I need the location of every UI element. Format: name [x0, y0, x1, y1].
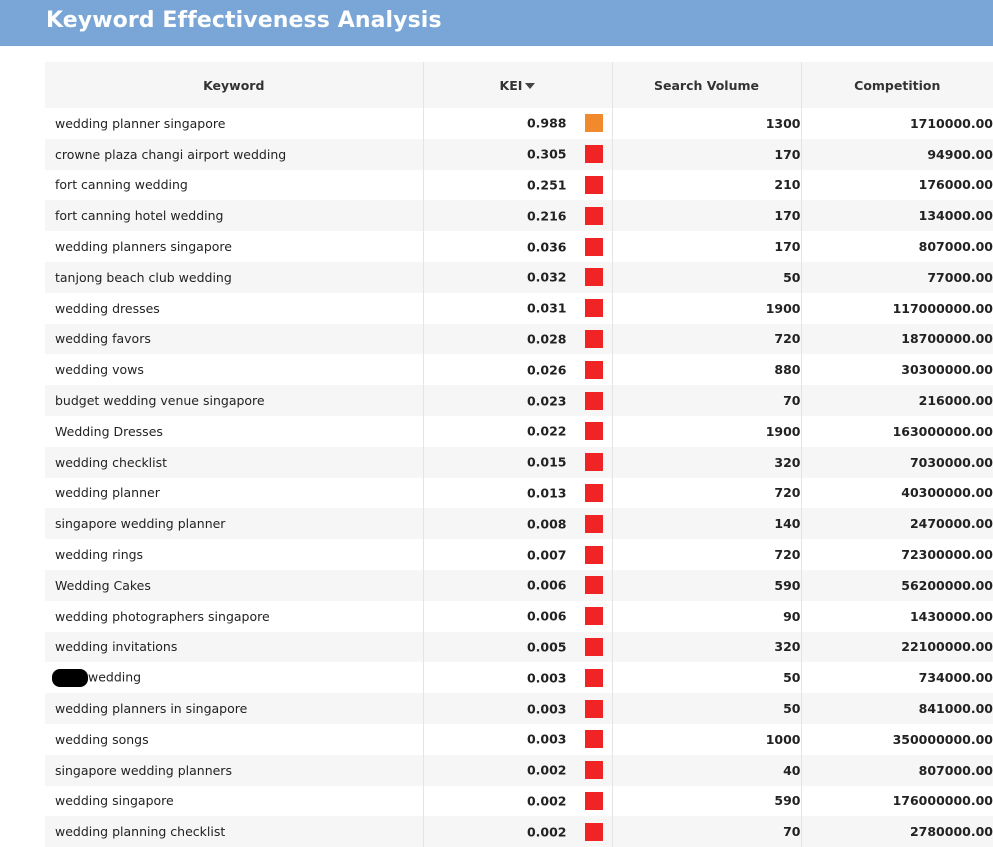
search-volume-cell: 1000 — [612, 724, 801, 755]
competition-cell: 163000000.00 — [801, 416, 993, 447]
keyword-text: wedding singapore — [55, 793, 174, 809]
kei-value: 0.023 — [526, 393, 567, 409]
column-header-search-volume[interactable] — [612, 62, 801, 108]
kei-indicator — [585, 484, 603, 502]
competition-cell: 176000000.00 — [801, 786, 993, 817]
search-volume-cell: 90 — [612, 601, 801, 632]
kei-cell — [423, 354, 612, 385]
table-row[interactable] — [45, 354, 993, 385]
column-header-label: Competition — [854, 77, 941, 93]
keyword-cell — [45, 478, 423, 509]
search-volume-cell: 1900 — [612, 293, 801, 324]
kei-value: 0.003 — [526, 701, 567, 717]
kei-indicator — [585, 607, 603, 625]
keyword-text: singapore wedding planners — [55, 762, 232, 778]
keyword-cell — [45, 385, 423, 416]
kei-value: 0.032 — [526, 269, 567, 285]
kei-indicator — [585, 114, 603, 132]
competition-cell: 18700000.00 — [801, 324, 993, 355]
kei-value: 0.002 — [526, 824, 567, 840]
kei-cell — [423, 786, 612, 817]
keyword-cell — [45, 632, 423, 663]
title-bar — [0, 0, 993, 46]
competition-cell: 2780000.00 — [801, 816, 993, 847]
kei-value: 0.007 — [526, 547, 567, 563]
kei-cell — [423, 108, 612, 139]
table-row[interactable] — [45, 262, 993, 293]
competition-cell: 134000.00 — [801, 200, 993, 231]
kei-value: 0.002 — [526, 793, 567, 809]
keyword-text: wedding planner — [55, 485, 160, 501]
keyword-text: Wedding Cakes — [55, 577, 151, 593]
search-volume-cell: 50 — [612, 662, 801, 693]
search-volume-cell: 170 — [612, 139, 801, 170]
competition-cell: 216000.00 — [801, 385, 993, 416]
search-volume-cell: 70 — [612, 816, 801, 847]
kei-cell — [423, 508, 612, 539]
kei-value: 0.008 — [526, 516, 567, 532]
competition-cell: 1710000.00 — [801, 108, 993, 139]
kei-indicator — [585, 792, 603, 810]
kei-value: 0.305 — [526, 146, 567, 162]
keyword-text: Wedding Dresses — [55, 423, 163, 439]
kei-value: 0.015 — [526, 454, 567, 470]
kei-cell — [423, 200, 612, 231]
kei-value: 0.006 — [526, 608, 567, 624]
kei-cell — [423, 447, 612, 478]
kei-indicator — [585, 730, 603, 748]
kei-indicator — [585, 515, 603, 533]
kei-value: 0.022 — [526, 423, 567, 439]
kei-indicator — [585, 453, 603, 471]
kei-indicator — [585, 392, 603, 410]
kei-indicator — [585, 546, 603, 564]
keyword-text: wedding dresses — [55, 300, 160, 316]
kei-indicator — [585, 700, 603, 718]
kei-value: 0.028 — [526, 331, 567, 347]
keyword-text: tanjong beach club wedding — [55, 269, 232, 285]
table-header-row — [45, 62, 993, 108]
kei-value: 0.036 — [526, 239, 567, 255]
kei-indicator — [585, 761, 603, 779]
table-row[interactable] — [45, 508, 993, 539]
keyword-cell — [45, 170, 423, 201]
kei-indicator — [585, 823, 603, 841]
kei-cell — [423, 693, 612, 724]
kei-cell — [423, 170, 612, 201]
kei-cell — [423, 385, 612, 416]
table-row[interactable] — [45, 200, 993, 231]
kei-value: 0.026 — [526, 362, 567, 378]
keyword-text: wedding rings — [55, 547, 144, 563]
keyword-cell — [45, 816, 423, 847]
competition-cell: 117000000.00 — [801, 293, 993, 324]
kei-cell — [423, 478, 612, 509]
column-header-competition[interactable] — [801, 62, 993, 108]
table-row[interactable] — [45, 416, 993, 447]
keyword-cell — [45, 693, 423, 724]
competition-cell: 94900.00 — [801, 139, 993, 170]
competition-cell: 1430000.00 — [801, 601, 993, 632]
table-row[interactable] — [45, 786, 993, 817]
redaction-mark — [52, 669, 88, 687]
competition-cell: 22100000.00 — [801, 632, 993, 663]
kei-indicator — [585, 268, 603, 286]
table-row[interactable] — [45, 755, 993, 786]
competition-cell: 30300000.00 — [801, 354, 993, 385]
keyword-text: wedding planner singapore — [55, 115, 226, 131]
competition-cell: 734000.00 — [801, 662, 993, 693]
keyword-cell — [45, 508, 423, 539]
search-volume-cell: 1900 — [612, 416, 801, 447]
keyword-cell — [45, 786, 423, 817]
search-volume-cell: 140 — [612, 508, 801, 539]
keyword-cell — [45, 724, 423, 755]
table-row[interactable] — [45, 139, 993, 170]
search-volume-cell: 320 — [612, 632, 801, 663]
keyword-table — [45, 62, 993, 847]
kei-cell — [423, 139, 612, 170]
keyword-cell — [45, 108, 423, 139]
table-row[interactable] — [45, 478, 993, 509]
kei-indicator — [585, 361, 603, 379]
kei-cell — [423, 293, 612, 324]
competition-cell: 7030000.00 — [801, 447, 993, 478]
search-volume-cell: 720 — [612, 478, 801, 509]
kei-value: 0.003 — [526, 731, 567, 747]
table-row[interactable] — [45, 108, 993, 139]
kei-cell — [423, 324, 612, 355]
keyword-text: singapore wedding planner — [55, 516, 226, 532]
keyword-cell — [45, 570, 423, 601]
kei-value: 0.988 — [526, 115, 567, 131]
kei-cell — [423, 231, 612, 262]
kei-indicator — [585, 207, 603, 225]
kei-value: 0.031 — [526, 300, 567, 316]
kei-cell — [423, 601, 612, 632]
table-row[interactable] — [45, 693, 993, 724]
kei-indicator — [585, 299, 603, 317]
search-volume-cell: 590 — [612, 786, 801, 817]
competition-cell: 841000.00 — [801, 693, 993, 724]
keyword-text: wedding planning checklist — [55, 824, 226, 840]
table-row[interactable] — [45, 724, 993, 755]
competition-cell: 2470000.00 — [801, 508, 993, 539]
search-volume-cell: 70 — [612, 385, 801, 416]
kei-value: 0.216 — [526, 208, 567, 224]
keyword-text: wedding — [88, 669, 142, 685]
kei-value: 0.002 — [526, 762, 567, 778]
column-header-label: Search Volume — [653, 77, 759, 93]
table-row[interactable] — [45, 816, 993, 847]
keyword-cell — [45, 324, 423, 355]
kei-indicator — [585, 330, 603, 348]
kei-cell — [423, 262, 612, 293]
competition-cell: 176000.00 — [801, 170, 993, 201]
kei-value: 0.251 — [526, 177, 567, 193]
keyword-text: wedding songs — [55, 731, 149, 747]
keyword-cell — [45, 662, 423, 693]
keyword-cell — [45, 293, 423, 324]
search-volume-cell: 320 — [612, 447, 801, 478]
search-volume-cell: 720 — [612, 324, 801, 355]
keyword-cell — [45, 416, 423, 447]
kei-cell — [423, 416, 612, 447]
search-volume-cell: 170 — [612, 200, 801, 231]
kei-value: 0.005 — [526, 639, 567, 655]
table-row[interactable] — [45, 385, 993, 416]
keyword-cell — [45, 755, 423, 786]
kei-cell — [423, 632, 612, 663]
search-volume-cell: 50 — [612, 262, 801, 293]
kei-indicator — [585, 669, 603, 687]
kei-indicator — [585, 638, 603, 656]
keyword-cell — [45, 354, 423, 385]
search-volume-cell: 210 — [612, 170, 801, 201]
competition-cell: 56200000.00 — [801, 570, 993, 601]
keyword-cell — [45, 601, 423, 632]
keyword-text: wedding checklist — [55, 454, 168, 470]
page-title: Keyword Effectiveness Analysis — [46, 8, 442, 33]
table-row[interactable] — [45, 662, 993, 693]
search-volume-cell: 40 — [612, 755, 801, 786]
competition-cell: 807000.00 — [801, 755, 993, 786]
table-row[interactable] — [45, 231, 993, 262]
keyword-text: wedding planners in singapore — [55, 701, 248, 717]
search-volume-cell: 50 — [612, 693, 801, 724]
kei-cell — [423, 539, 612, 570]
keyword-cell — [45, 139, 423, 170]
competition-cell: 40300000.00 — [801, 478, 993, 509]
column-header-kei[interactable] — [423, 62, 612, 108]
kei-indicator — [585, 422, 603, 440]
search-volume-cell: 1300 — [612, 108, 801, 139]
sort-descending-icon[interactable] — [525, 83, 535, 89]
keyword-cell — [45, 262, 423, 293]
kei-cell — [423, 816, 612, 847]
table-row[interactable] — [45, 632, 993, 663]
competition-cell: 77000.00 — [801, 262, 993, 293]
column-header-keyword[interactable] — [45, 62, 423, 108]
keyword-cell — [45, 539, 423, 570]
keyword-text: budget wedding venue singapore — [55, 393, 265, 409]
kei-indicator — [585, 576, 603, 594]
table-body — [45, 108, 993, 847]
column-header-label: Keyword — [203, 77, 265, 93]
keyword-cell — [45, 200, 423, 231]
kei-indicator — [585, 145, 603, 163]
keyword-text: wedding photographers singapore — [55, 608, 270, 624]
kei-value: 0.013 — [526, 485, 567, 501]
table-row[interactable] — [45, 170, 993, 201]
keyword-text: crowne plaza changi airport wedding — [55, 146, 287, 162]
keyword-text: wedding planners singapore — [55, 239, 232, 255]
competition-cell: 72300000.00 — [801, 539, 993, 570]
table-row[interactable] — [45, 324, 993, 355]
kei-indicator — [585, 176, 603, 194]
kei-value: 0.006 — [526, 577, 567, 593]
keyword-text: fort canning wedding — [55, 177, 188, 193]
search-volume-cell: 590 — [612, 570, 801, 601]
table-row[interactable] — [45, 570, 993, 601]
kei-indicator — [585, 238, 603, 256]
kei-value: 0.003 — [526, 670, 567, 686]
kei-cell — [423, 724, 612, 755]
table-row[interactable] — [45, 293, 993, 324]
keyword-cell — [45, 447, 423, 478]
kei-cell — [423, 755, 612, 786]
keyword-text: wedding favors — [55, 331, 151, 347]
table-row[interactable] — [45, 539, 993, 570]
competition-cell: 807000.00 — [801, 231, 993, 262]
competition-cell: 350000000.00 — [801, 724, 993, 755]
table-row[interactable] — [45, 447, 993, 478]
column-header-label: KEI — [499, 77, 523, 93]
search-volume-cell: 720 — [612, 539, 801, 570]
keyword-text: wedding invitations — [55, 639, 178, 655]
keyword-cell — [45, 231, 423, 262]
kei-cell — [423, 570, 612, 601]
keyword-text: wedding vows — [55, 362, 144, 378]
search-volume-cell: 170 — [612, 231, 801, 262]
table-row[interactable] — [45, 601, 993, 632]
keyword-text: fort canning hotel wedding — [55, 208, 224, 224]
search-volume-cell: 880 — [612, 354, 801, 385]
kei-cell — [423, 662, 612, 693]
